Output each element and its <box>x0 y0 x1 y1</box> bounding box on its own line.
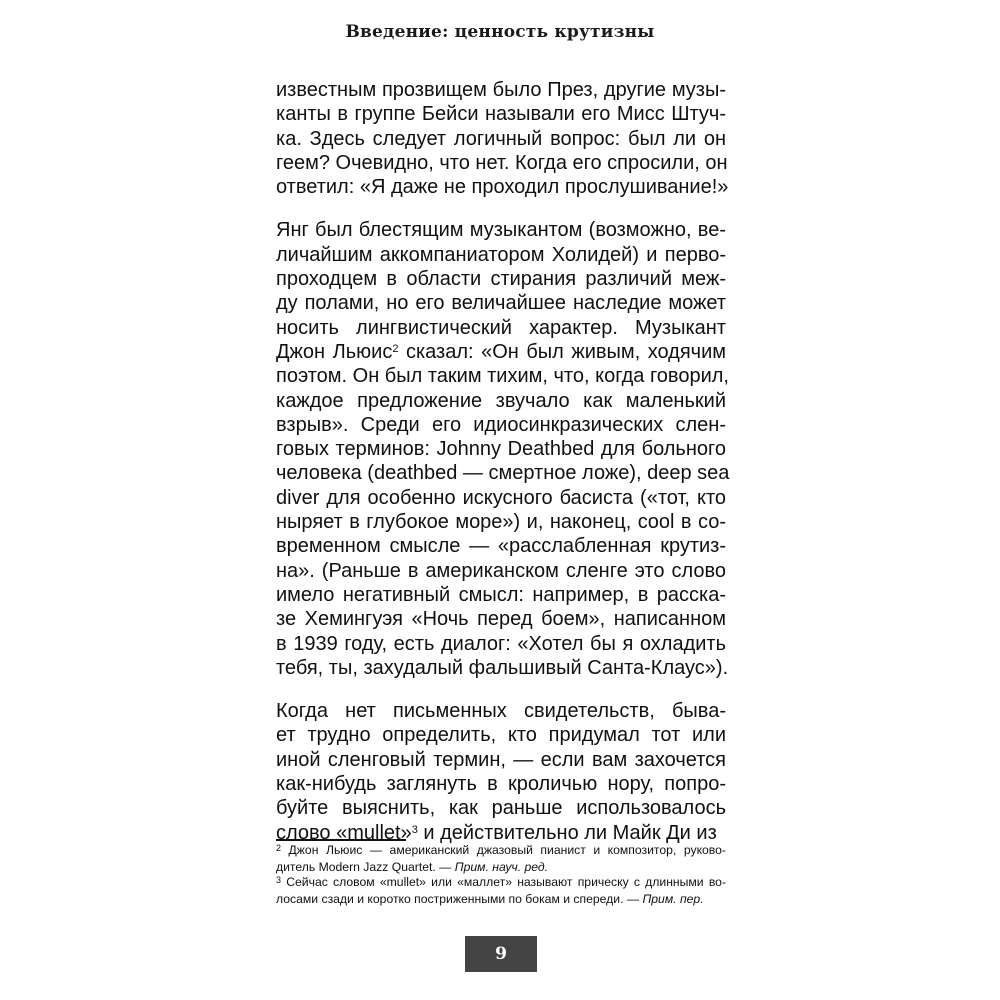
footnote-text: дитель Modern Jazz Quartet. — <box>276 859 455 874</box>
text-line <box>276 510 726 534</box>
text-segment: имело негативный смысл: например, в расска- <box>276 583 726 606</box>
text-line <box>276 78 726 102</box>
text-line <box>276 796 726 820</box>
text-segment: иной сленговый термин, — если вам захочется <box>276 748 726 771</box>
page-number-box <box>465 936 537 972</box>
footnote-reference[interactable]: 2 <box>392 342 399 355</box>
text-line <box>276 559 726 583</box>
text-line <box>276 364 729 388</box>
text-segment: буйте выяснить, как раньше использовалось <box>276 797 726 820</box>
text-segment: ет трудно определить, кто придумал тот или <box>276 724 726 747</box>
text-segment: Джон Льюис <box>276 340 393 363</box>
text-segment: как-нибудь заглянуть в кроличью нору, попро- <box>276 773 726 796</box>
footnotes <box>276 843 726 907</box>
text-segment: каждое предложение звучало как маленький <box>276 389 726 412</box>
text-segment: в 1939 году, есть диалог: «Хотел бы я охладить <box>276 632 726 655</box>
text-line <box>276 218 726 242</box>
text-line <box>276 534 726 558</box>
text-segment: говых терминов: Johnny Deathbed для больного <box>276 438 726 461</box>
text-segment: на». (Раньше в американском сленге это слово <box>276 559 726 582</box>
footnote-marker: 2 <box>276 843 282 853</box>
footnote-marker: 3 <box>276 875 282 885</box>
text-segment: сказал: «Он был живым, ходячим <box>398 340 726 363</box>
text-line <box>276 656 729 680</box>
footnote-text: Сейчас словом «mullet» или «маллет» называют прическу с длинными во- <box>281 875 726 889</box>
text-segment: временном смысле — «расслабленная крутиз- <box>276 535 726 558</box>
footnote-line <box>276 843 726 860</box>
text-segment: человека (deathbed — смертное ложе), deep sea <box>276 462 730 485</box>
page-number: 9 <box>495 944 507 964</box>
text-line <box>276 340 726 364</box>
text-line <box>276 821 726 845</box>
text-line <box>276 461 730 485</box>
text-line <box>276 486 726 510</box>
text-line <box>276 127 726 151</box>
text-segment: тебя, ты, захудалый фальшивый Санта-Клаус»). <box>276 656 729 679</box>
text-line <box>276 632 726 656</box>
text-line <box>276 607 726 631</box>
text-segment: Янг был блестящим музыкантом (возможно, ве- <box>276 219 726 242</box>
text-line <box>276 291 726 315</box>
text-line <box>276 151 726 175</box>
text-segment: взрыв». Среди его идиосинкразических слен- <box>276 413 726 436</box>
footnote-editor-note: Прим. пер. <box>642 891 704 906</box>
text-line <box>276 748 726 772</box>
paragraph <box>276 699 726 845</box>
text-line <box>276 267 726 291</box>
text-line <box>276 437 726 461</box>
footnote-text: Джон Льюис — американский джазовый пианист и композитор, руково- <box>281 843 726 857</box>
text-line <box>276 583 726 607</box>
text-segment: проходцем в области стирания различий меж- <box>276 268 726 291</box>
text-line <box>276 316 726 340</box>
text-segment: известным прозвищем было През, другие музы- <box>276 79 726 101</box>
text-line <box>276 102 726 126</box>
text-segment: diver для особенно искусного басиста («тот, кто <box>276 486 726 509</box>
text-segment: ду полами, но его величайшее наследие может <box>276 292 726 315</box>
text-line <box>276 243 726 267</box>
footnote-line <box>276 860 726 876</box>
text-segment: зе Хемингуэя «Ночь перед боем», написанном <box>276 608 726 631</box>
text-line <box>276 413 726 437</box>
text-segment: ответил: «Я даже не проходил прослушивание!» <box>276 176 729 199</box>
footnote-divider <box>276 839 406 841</box>
main-text <box>276 78 730 864</box>
text-line <box>276 389 726 413</box>
paragraph <box>276 78 729 199</box>
text-line <box>276 175 729 199</box>
text-segment: слово «mullet» <box>276 821 412 844</box>
text-line <box>276 699 726 723</box>
text-segment: поэтом. Он был таким тихим, что, когда говорил, <box>276 365 729 388</box>
text-segment: геем? Очевидно, что нет. Когда его спросили, он <box>276 151 728 174</box>
footnote-editor-note: Прим. науч. ред. <box>454 859 549 874</box>
footnote-reference[interactable]: 3 <box>411 823 418 836</box>
footnote-line <box>276 875 726 892</box>
text-segment: личайшим аккомпаниатором Холидей) и перво- <box>276 243 726 266</box>
text-segment: ка. Здесь следует логичный вопрос: был ли он <box>276 127 726 150</box>
text-segment: ныряет в глубокое море») и, наконец, cool в со- <box>276 511 726 534</box>
running-head-title: Введение: ценность крутизны <box>345 22 655 42</box>
text-segment: канты в группе Бейси называли его Мисс Штуч- <box>276 103 726 126</box>
text-segment: носить лингвистический характер. Музыкант <box>276 316 726 339</box>
paragraph <box>276 218 730 680</box>
footnote-line <box>276 892 726 908</box>
text-segment: Когда нет письменных свидетельств, быва- <box>276 700 726 723</box>
footnote-text: лосами сзади и коротко постриженными по бокам и спереди. — <box>276 891 643 906</box>
text-line <box>276 772 726 796</box>
text-segment: и действительно ли Майк Ди из <box>417 821 717 844</box>
text-line <box>276 723 726 747</box>
